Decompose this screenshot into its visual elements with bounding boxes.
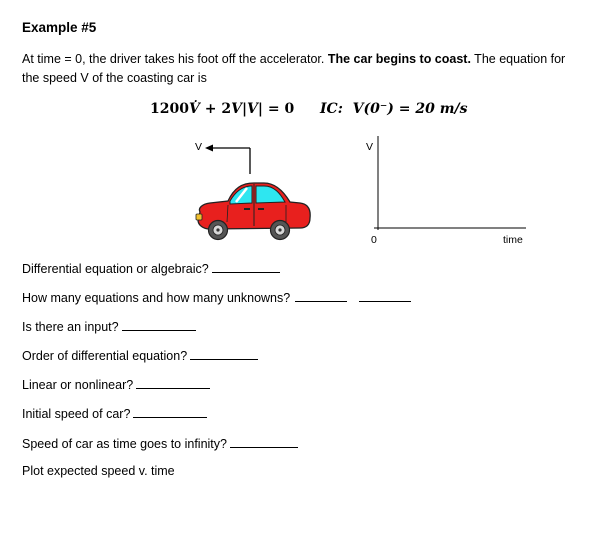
eq-absv: V|V| bbox=[231, 101, 263, 117]
intro-bold-text: The car begins to coast. bbox=[327, 52, 471, 66]
question-7-text: Speed of car as time goes to infinity? bbox=[22, 437, 227, 451]
equation bbox=[150, 101, 294, 117]
initial-condition bbox=[320, 101, 468, 117]
speed-time-graph-axes bbox=[370, 134, 530, 234]
answer-blank-2a[interactable] bbox=[295, 289, 347, 302]
answer-blank-2b[interactable] bbox=[359, 289, 411, 302]
car-wheel-front bbox=[209, 221, 228, 240]
question-7 bbox=[22, 435, 298, 451]
answer-blank-4[interactable] bbox=[190, 347, 258, 360]
eq-vdot: V̇ bbox=[188, 101, 200, 117]
question-6-text: Initial speed of car? bbox=[22, 407, 131, 421]
question-4 bbox=[22, 347, 258, 363]
question-2-text: How many equations and how many unknowns? bbox=[22, 291, 291, 305]
answer-blank-3[interactable] bbox=[122, 318, 196, 331]
answer-blank-7[interactable] bbox=[230, 435, 298, 448]
question-4-text: Order of differential equation? bbox=[22, 349, 188, 363]
car-illustration bbox=[194, 178, 314, 244]
eq-coef: 1200 bbox=[150, 101, 189, 117]
answer-blank-5[interactable] bbox=[136, 376, 210, 389]
velocity-label: V bbox=[195, 141, 203, 153]
graph-origin-label: 0 bbox=[371, 234, 377, 246]
ic-label: IC: bbox=[320, 101, 343, 117]
problem-statement bbox=[22, 50, 582, 88]
question-5-text: Linear or nonlinear? bbox=[22, 378, 134, 392]
car-wheel-rear bbox=[271, 221, 290, 240]
question-1-text: Differential equation or algebraic? bbox=[22, 262, 209, 276]
question-5 bbox=[22, 376, 210, 392]
question-3-text: Is there an input? bbox=[22, 320, 119, 334]
question-2 bbox=[22, 289, 411, 305]
question-8: Plot expected speed v. time bbox=[22, 464, 175, 478]
question-3 bbox=[22, 318, 196, 334]
question-6 bbox=[22, 405, 207, 421]
velocity-arrow bbox=[205, 140, 255, 180]
example-title: Example #5 bbox=[22, 20, 97, 35]
eq-plus: + 2 bbox=[199, 101, 232, 117]
intro-text-2: The equation for the speed V of the coasting car is bbox=[22, 52, 566, 85]
answer-blank-6[interactable] bbox=[133, 405, 207, 418]
question-1 bbox=[22, 260, 280, 276]
answer-blank-1[interactable] bbox=[212, 260, 280, 273]
graph-x-axis-label: time bbox=[503, 234, 523, 246]
ic-units: m/s bbox=[439, 101, 468, 117]
intro-text-1: At time = 0, the driver takes his foot off the accelerator. bbox=[22, 52, 328, 66]
eq-equals: = 0 bbox=[263, 101, 295, 117]
graph-y-axis-label: V bbox=[366, 141, 374, 153]
ic-expression: V(0⁻) = 20 bbox=[352, 101, 440, 117]
